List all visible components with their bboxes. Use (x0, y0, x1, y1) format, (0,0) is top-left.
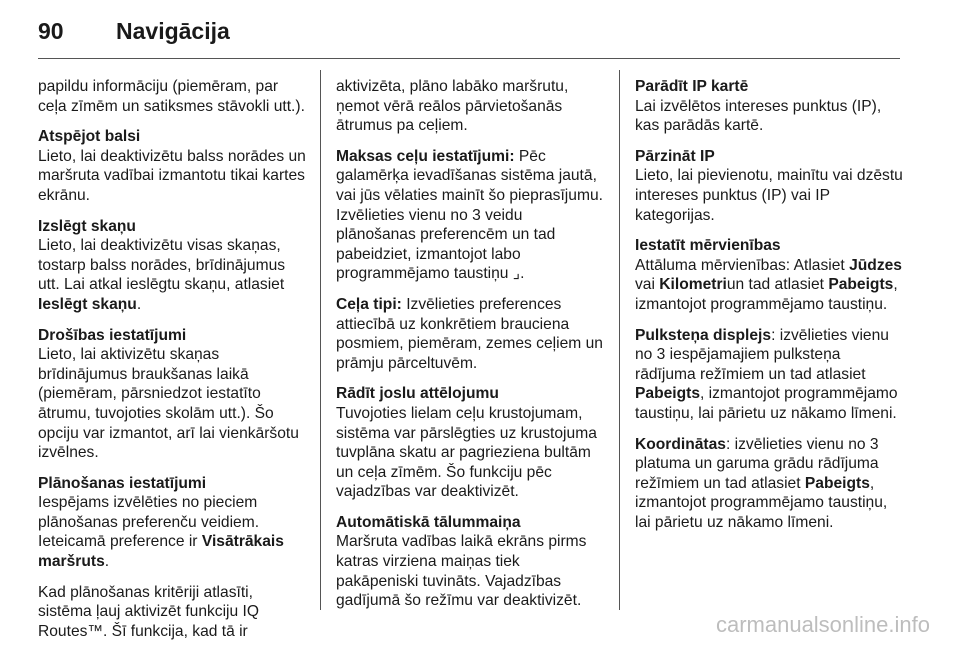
section-radit-joslu (336, 384, 604, 502)
section-paradit-ip (635, 77, 903, 136)
col1-intro: papildu informāciju (piemēram, par ceļa zīmēm un satiksmes stāvokli utt.). (38, 78, 305, 115)
section-planosanas-iestatijumi: Plānošanas iestatījumi Iespējams izvēlēties no pieciem plānošanas preferenču veidiem. Ieteicamā preference ir Visātrākais maršruts. (38, 474, 306, 572)
section-body: Iespējams izvēlēties no pieciem plānošanas preferenču veidiem. Ieteicamā preference ir (38, 494, 260, 551)
section-iestatit-mervienibas: Iestatīt mērvienības Attāluma mērvienības: Atlasiet Jūdzes vai Kilometriun tad atlasiet Pabeigts, izmantojot programmējamo taustiņu. (635, 237, 902, 313)
paragraph-body: Pēc galamērķa ievadīšanas sistēma jautā, vai jūs vēlaties mainīt šo pieprasījumu. Izvēlieties vienu no 3 veidu plānošanas preferencēm un tad pabeidziet, izmantojot labo programmējamo taustiņu ⌟. (336, 147, 603, 283)
option-name: Jūdzes (849, 256, 902, 274)
section-title: Atspējot balsi (38, 128, 141, 146)
option-name: Pabeigts (828, 276, 894, 294)
section-body: Lai izvēlētos intereses punktus (IP), kas parādās kartē. (635, 97, 882, 135)
chapter-title: Navigācija (116, 18, 230, 44)
column-2 (336, 77, 604, 622)
section-title: Iestatīt mērvienības (635, 237, 781, 255)
section-body: Tuvojoties lielam ceļu krustojumam, sistēma var pārslēgties uz krustojuma tuvplāna skatu ar pagrieziena bultām un ceļa zīmēm. Šo funkciju pēc vajadzības var deaktivizēt. (336, 404, 597, 501)
option-name: Ieslēgt skaņu (38, 295, 137, 313)
koordinatas-paragraph: Koordinātas: izvēlieties vienu no 3 platuma un garuma grādu rādījuma režīmiem un tad atlasiet Pabeigts, izmantojot programmējamo taustiņu, lai pārietu uz nākamo līmeni. (635, 435, 888, 531)
paragraph-label: Maksas ceļu iestatījumi: (336, 147, 515, 165)
section-title: Parādīt IP kartē (635, 78, 749, 95)
section-body: Lieto, lai deaktivizētu visas skaņas, tostarp balss norādes, brīdinājumus utt. Lai atkal ieslēgtu skaņu, atlasiet (38, 237, 286, 294)
col1-paragraph: Kad plānošanas kritēriji atlasīti, sistēma ļauj aktivizēt funkciju IQ Routes™. Šī funkcija, kad tā ir (38, 583, 259, 640)
option-name: Pabeigts (635, 385, 700, 403)
column-divider-2 (619, 70, 620, 610)
section-title: Rādīt joslu attēlojumu (336, 385, 499, 403)
section-atspejot-balsi (38, 127, 306, 205)
paragraph-label: Pulksteņa displejs (635, 326, 772, 344)
paragraph-body: Izvēlieties preferences attiecībā uz konkrētiem brauciena posmiem, piemēram, zemes ceļiem un prāmju pārceltuvēm. (336, 295, 603, 372)
pulksteņa-displejs-paragraph: Pulksteņa displejs: izvēlieties vienu no 3 iespējamajiem pulksteņa rādījuma režīmiem un tad atlasiet Pabeigts, izmantojot programmējamo taustiņu, lai pārietu uz nākamo līmeni. (635, 326, 898, 422)
option-name: Kilometri (659, 276, 727, 294)
section-automatiska-talummaina (336, 513, 604, 611)
section-body: Lieto, lai aktivizētu skaņas brīdinājumus braukšanas laikā (piemēram, pārsniedzot iestatīto ātrumu, tuvojoties skolām utt.). Šo opciju var izmantot, arī lai vienkāršotu izvēlnes. (38, 346, 299, 462)
col2-intro: aktivizēta, plāno labāko maršrutu, ņemot vērā reālos pārvietošanās ātrumus pa ceļiem. (336, 78, 569, 135)
column-1 (38, 77, 306, 652)
section-title: Izslēgt skaņu (38, 217, 136, 235)
section-izslegt-skanu: Izslēgt skaņu Lieto, lai deaktivizētu visas skaņas, tostarp balss norādes, brīdinājumus utt. Lai atkal ieslēgtu skaņu, atlasiet Ieslēgt skaņu. (38, 217, 306, 315)
cela-tipi-paragraph (336, 295, 604, 373)
header-divider (38, 58, 900, 59)
column-divider-1 (320, 70, 321, 610)
section-body: Maršruta vadības laikā ekrāns pirms katras virziena maiņas tiek pakāpeniski tuvināts. Vajadzības gadījumā šo režīmu var deaktivizēt. (336, 533, 587, 610)
paragraph-label: Ceļa tipi: (336, 295, 402, 313)
section-drosibas-iestatijumi (38, 326, 306, 463)
section-parzinat-ip (635, 147, 903, 225)
column-3 (635, 77, 903, 543)
section-title: Plānošanas iestatījumi (38, 474, 207, 492)
section-body: Lieto, lai pievienotu, mainītu vai dzēstu intereses punktus (IP) vai IP kategorijas. (635, 167, 903, 224)
option-name: Pabeigts (804, 474, 870, 492)
option-name: Visātrākais maršruts (38, 533, 284, 571)
paragraph-label: Koordinātas (635, 435, 726, 453)
section-title: Pārzināt IP (635, 147, 715, 165)
page-number: 90 (38, 18, 64, 44)
maksas-celu-paragraph (336, 147, 604, 284)
section-title: Drošības iestatījumi (38, 326, 187, 344)
watermark: carmanualsonline.info (715, 612, 930, 637)
section-title: Automātiskā tālummaiņa (336, 513, 521, 531)
page-header (38, 18, 230, 50)
section-body: Lieto, lai deaktivizētu balss norādes un maršruta vadībai izmantotu tikai kartes ekrānu. (38, 147, 306, 204)
